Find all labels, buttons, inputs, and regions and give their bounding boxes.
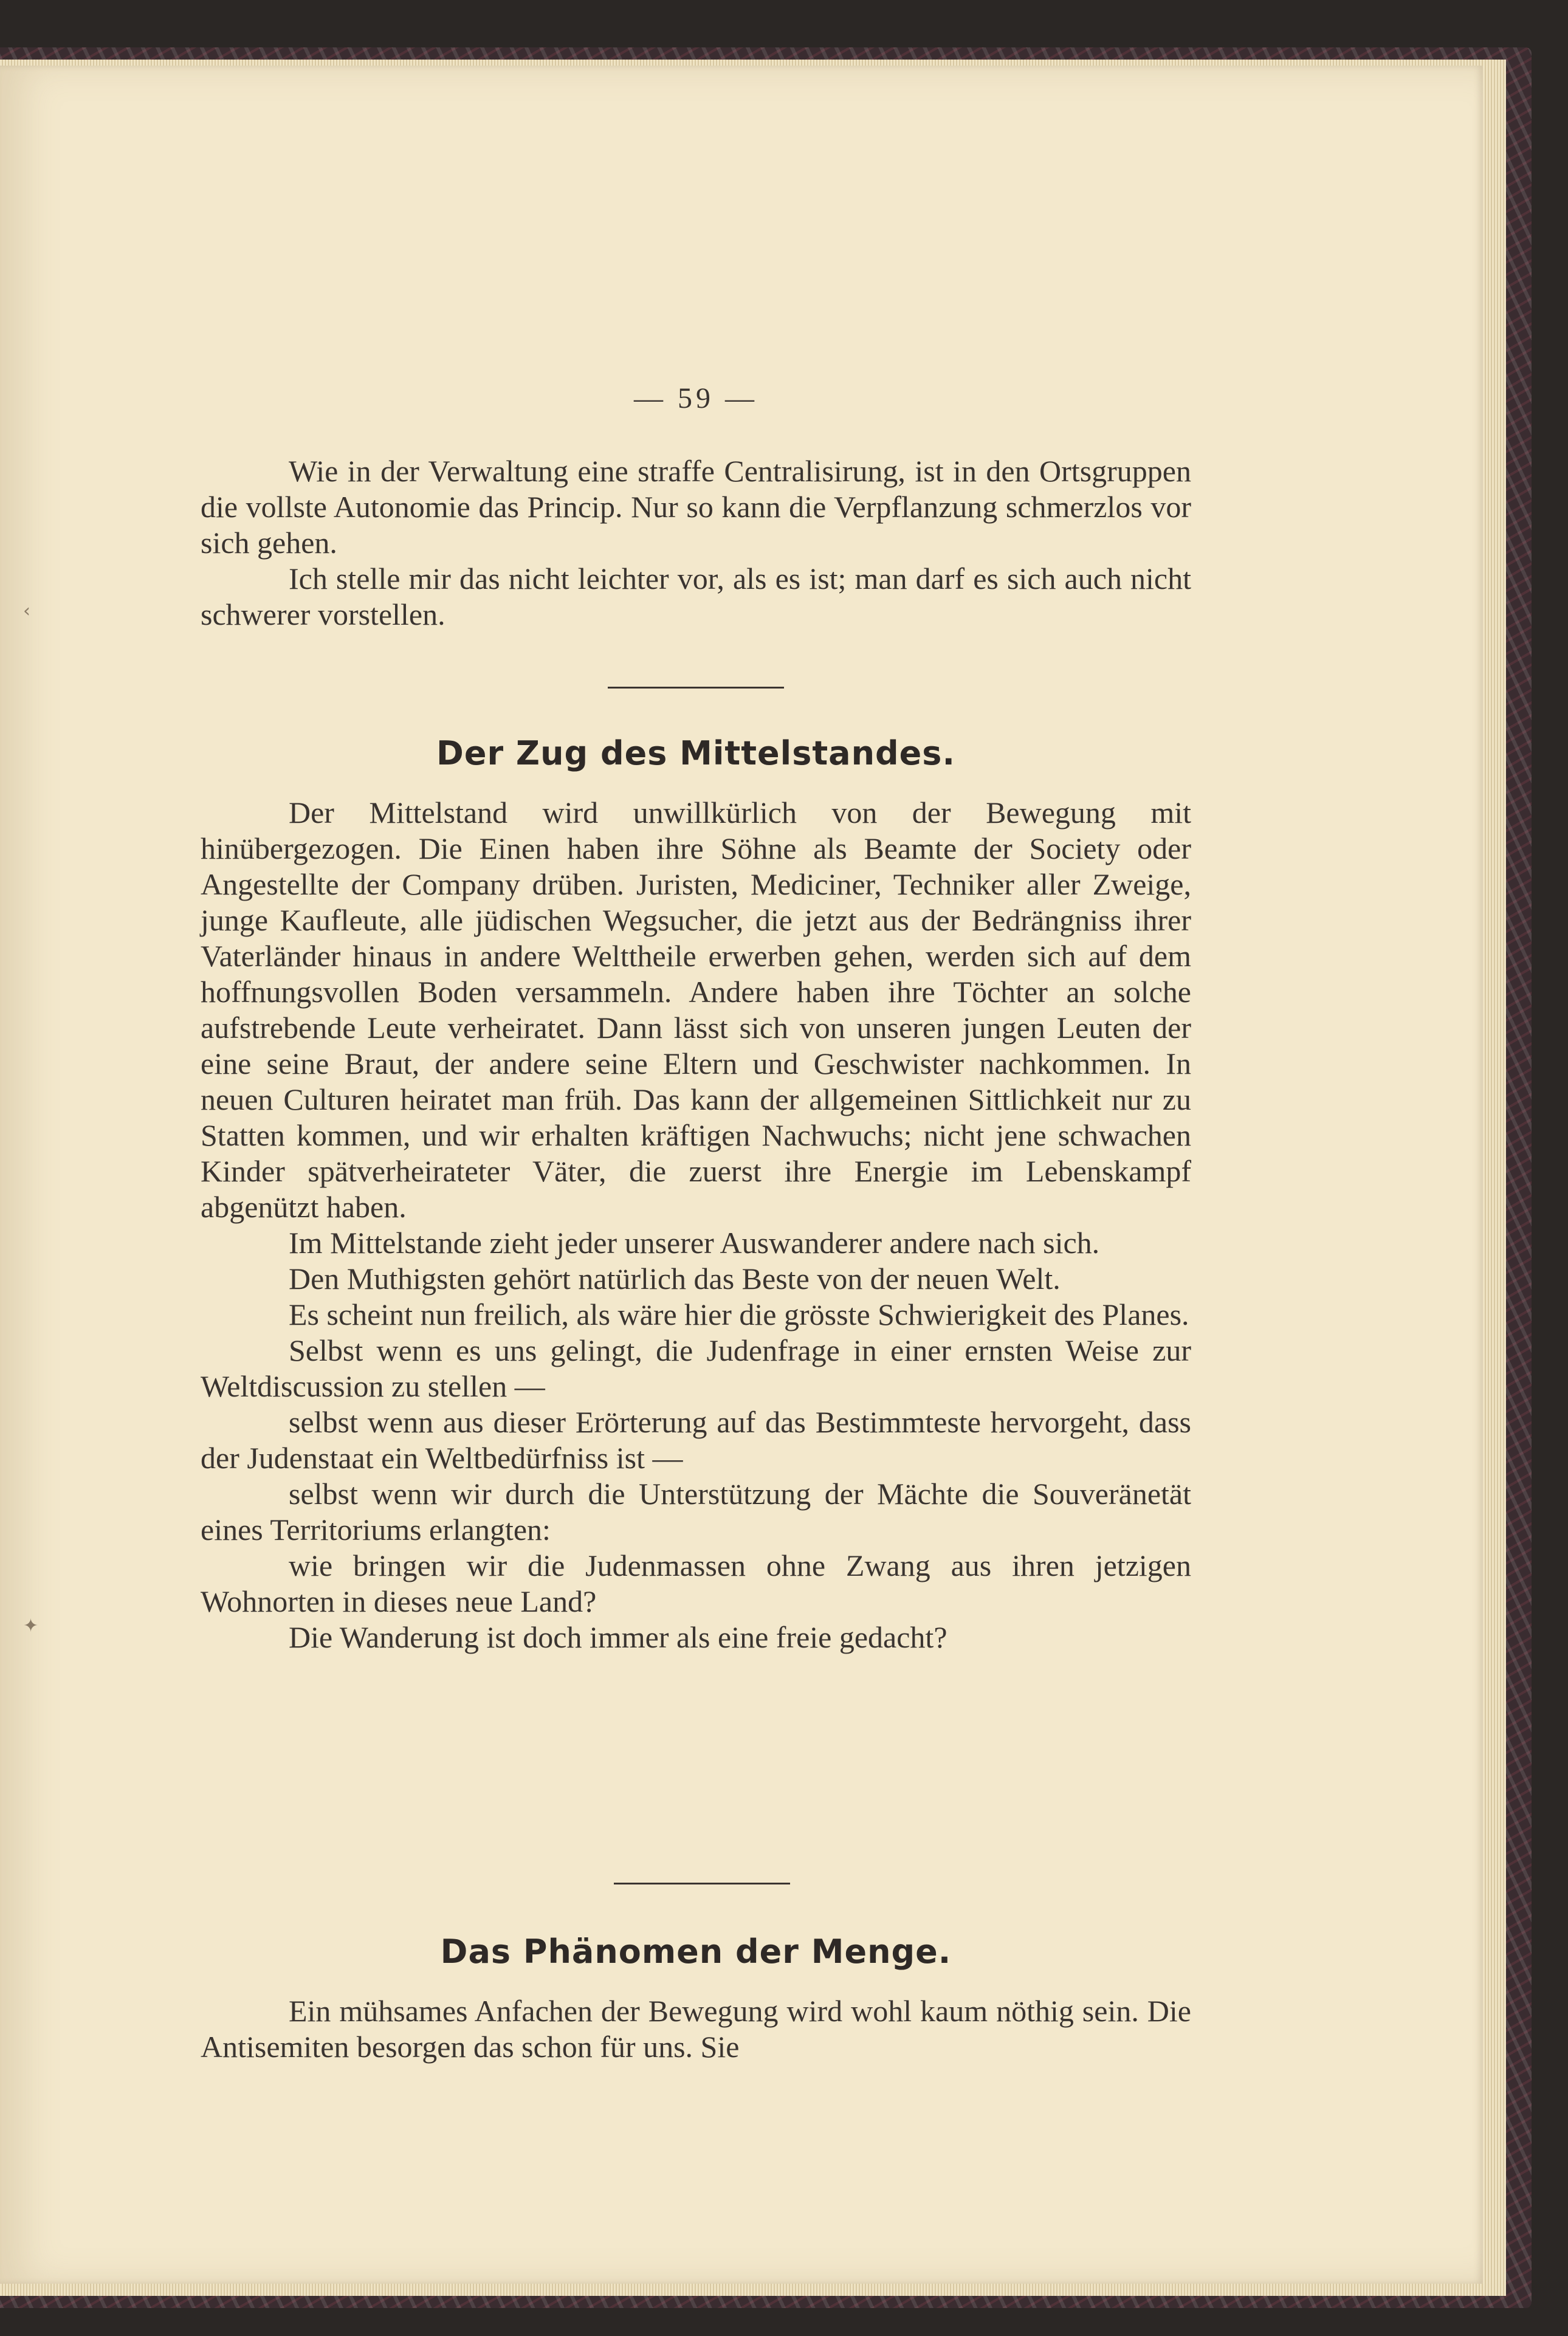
section-divider: [614, 1883, 790, 1884]
margin-mark: ✦: [23, 1615, 39, 1637]
paragraph: selbst wenn wir durch die Unterstützung der Mächte die Souveränetät eines Territoriums erlangten:: [201, 1477, 1191, 1547]
intro-text-block: [201, 453, 1191, 633]
paragraph: wie bringen wir die Judenmassen ohne Zwang aus ihren jetzigen Wohnorten in dieses neue Land?: [201, 1548, 1191, 1618]
section-text-block: [201, 1993, 1191, 2065]
section-heading: Das Phänomen der Menge.: [440, 1932, 952, 1971]
paragraph: selbst wenn aus dieser Erörterung auf das Bestimmteste hervorgeht, dass der Judenstaat ein Weltbedürfniss ist —: [201, 1405, 1191, 1475]
paragraph: Wie in der Verwaltung eine straffe Centralisirung, ist in den Ortsgruppen die vollste Autonomie das Princip. Nur so kann die Verpflanzung schmerzlos vor sich gehen.: [201, 454, 1191, 560]
paragraph: Im Mittelstande zieht jeder unserer Auswanderer andere nach sich.: [289, 1226, 1100, 1260]
paragraph: Selbst wenn es uns gelingt, die Judenfrage in einer ernsten Weise zur Weltdiscussion zu stellen —: [201, 1333, 1191, 1403]
section-divider: [608, 687, 784, 689]
paragraph: Es scheint nun freilich, als wäre hier die grösste Schwierigkeit des Planes.: [289, 1297, 1189, 1331]
paragraph: Der Mittelstand wird unwillkürlich von der Bewegung mit hinübergezogen. Die Einen haben ihre Söhne als Beamte der Society oder Angestellte der Company drüben. Juristen, Mediciner, Techniker aller Zweige, junge Kaufleute, alle jüdischen Wegsucher, die jetzt aus der Bedrängniss ihrer Vaterländer hinaus in andere Welttheile erwerben gehen, werden sich auf dem hoffnungsvollen Boden versammeln. Andere haben ihre Töchter an solche aufstrebende Leute verheiratet. Dann lässt sich von unseren jungen Leuten der eine seine Braut, der andere seine Eltern und Geschwister nachkommen. In neuen Culturen heiratet man früh. Das kann der allgemeinen Sittlichkeit nur zu Statten kommen, und wir erhalten kräftigen Nachwuchs; nicht jene schwachen Kinder spätverheirateter Väter, die zuerst ihre Energie im Lebenskampf abgenützt haben.: [201, 795, 1191, 1224]
paragraph: Ein mühsames Anfachen der Bewegung wird wohl kaum nöthig sein. Die Antisemiten besorgen das schon für uns. Sie: [201, 1994, 1191, 2064]
paragraph: Die Wanderung ist doch immer als eine freie gedacht?: [289, 1620, 947, 1654]
page-content: [201, 66, 1191, 2284]
section-heading: Der Zug des Mittelstandes.: [436, 734, 955, 772]
section-text-block: [201, 795, 1191, 1655]
page-number: — 59 —: [634, 382, 758, 414]
paragraph: Den Muthigsten gehört natürlich das Beste von der neuen Welt.: [289, 1262, 1061, 1296]
margin-mark: ‹: [23, 600, 30, 622]
paragraph: Ich stelle mir das nicht leichter vor, als es ist; man darf es sich auch nicht schwerer vorstellen.: [201, 562, 1191, 631]
book-page: [0, 66, 1483, 2284]
